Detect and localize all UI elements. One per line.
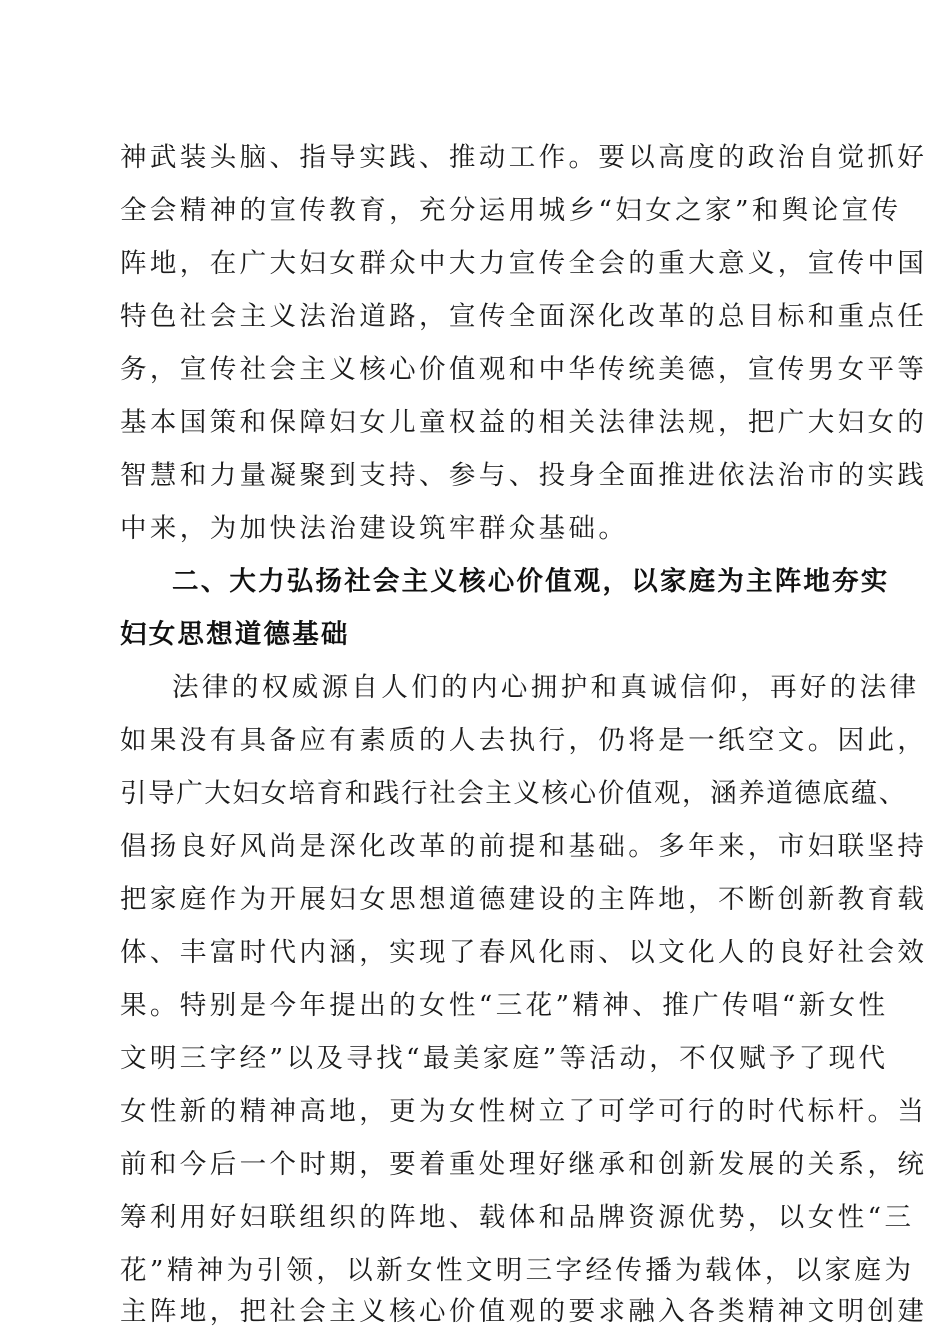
body-text-line: 如果没有具备应有素质的人去执行，仍将是一纸空文。因此，: [120, 725, 928, 756]
body-text-line: 前和今后一个时期，要着重处理好继承和创新发展的关系，统: [120, 1149, 928, 1180]
body-text-line: 全会精神的宣传教育，充分运用城乡“妇女之家”和舆论宣传: [120, 195, 902, 226]
body-text-line: 倡扬良好风尚是深化改革的前提和基础。多年来，市妇联坚持: [120, 831, 928, 862]
body-text-line: 神武装头脑、指导实践、推动工作。要以高度的政治自觉抓好: [120, 142, 928, 173]
section-heading: 二、大力弘扬社会主义核心价值观，以家庭为主阵地夯实: [172, 566, 890, 597]
body-text-line: 基本国策和保障妇女儿童权益的相关法律法规，把广大妇女的: [120, 407, 928, 438]
body-text-line: 果。特别是今年提出的女性“三花”精神、推广传唱“新女性: [120, 990, 889, 1021]
paragraph-first-line: 法律的权威源自人们的内心拥护和真诚信仰，再好的法律: [172, 672, 920, 703]
body-text-line: 把家庭作为开展妇女思想道德建设的主阵地，不断创新教育载: [120, 884, 928, 915]
body-text-line: 务，宣传社会主义核心价值观和中华传统美德，宣传男女平等: [120, 354, 928, 385]
body-text-line: 筹利用好妇联组织的阵地、载体和品牌资源优势，以女性“三: [120, 1202, 915, 1233]
body-text-line: 特色社会主义法治道路，宣传全面深化改革的总目标和重点任: [120, 301, 928, 332]
body-text-line: 文明三字经”以及寻找“最美家庭”等活动，不仅赋予了现代: [120, 1043, 889, 1074]
body-text-line: 花”精神为引领，以新女性文明三字经传播为载体，以家庭为: [120, 1255, 915, 1286]
section-heading-continued: 妇女思想道德基础: [120, 619, 350, 650]
body-text-line: 阵地，在广大妇女群众中大力宣传全会的重大意义，宣传中国: [120, 248, 928, 279]
body-text-line: 体、丰富时代内涵，实现了春风化雨、以文化人的良好社会效: [120, 937, 928, 968]
body-text-line: 引导广大妇女培育和践行社会主义核心价值观，涵养道德底蕴、: [120, 778, 907, 809]
body-text-line: 智慧和力量凝聚到支持、参与、投身全面推进依法治市的实践: [120, 460, 928, 491]
body-text-line: 中来，为加快法治建设筑牢群众基础。: [120, 513, 629, 544]
body-text-line: 主阵地，把社会主义核心价值观的要求融入各类精神文明创建: [120, 1296, 928, 1327]
body-text-line: 女性新的精神高地，更为女性树立了可学可行的时代标杆。当: [120, 1096, 928, 1127]
